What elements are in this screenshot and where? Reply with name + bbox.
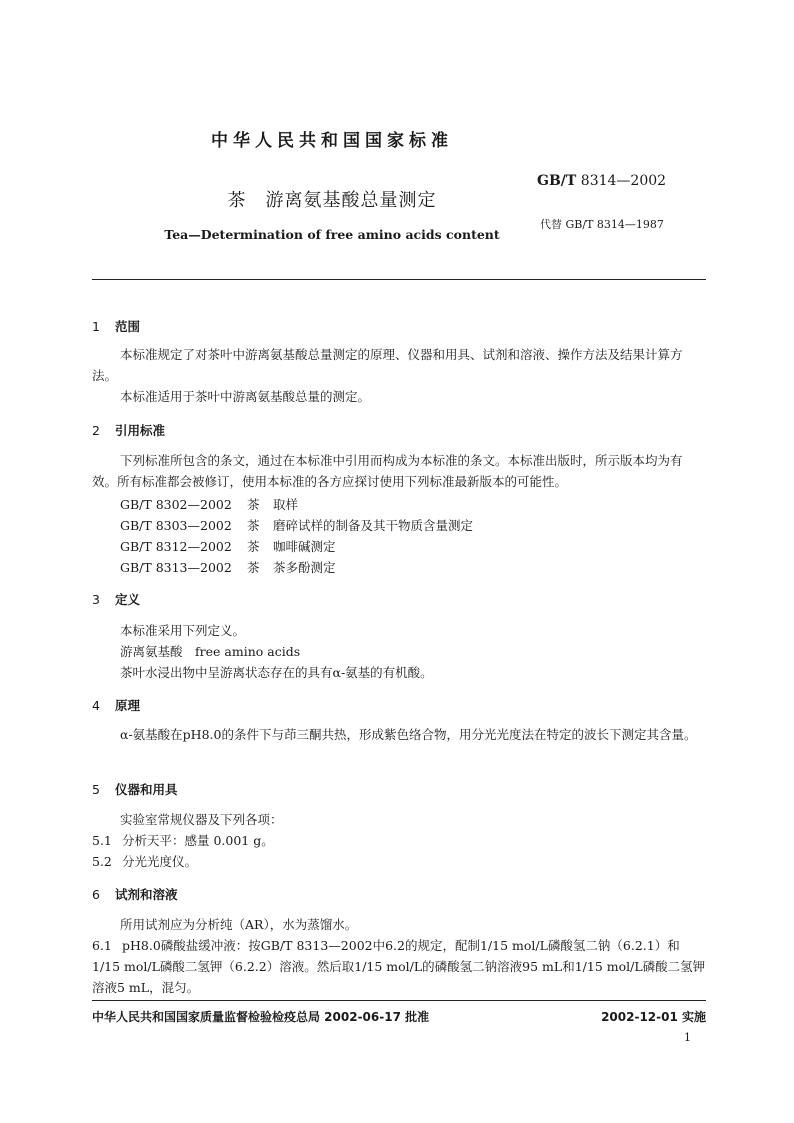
reference-name: 咖啡碱测定 <box>273 539 336 554</box>
section-4-title: 原理 <box>115 698 141 713</box>
clause-number: 5.2 <box>92 854 112 869</box>
definition-text: 茶叶水浸出物中呈游离状态存在的具有α-氨基的有机酸。 <box>120 665 433 680</box>
section-1-paragraph-1: 本标准规定了对茶叶中游离氨基酸总量测定的原理、仪器和用具、试剂和溶液、操作方法及结果计算方法。 <box>92 347 683 383</box>
section-1-paragraph-2: 本标准适用于茶叶中游离氨基酸总量的测定。 <box>120 389 371 404</box>
clause-text: pH8.0磷酸盐缓冲液：按GB/T 8313—2002中6.2的规定，配制1/15 mol/L磷酸氢二钠（6.2.1）和1/15 mol/L磷酸二氢钾（6.2.2）溶液。然后取1/15 mol/L的磷酸氢二钠溶液95 mL和1/15 mol/L磷酸二氢钾溶液5 mL，混匀。 <box>92 938 706 995</box>
section-3-paragraph-1: 本标准采用下列定义。 <box>120 623 246 638</box>
standard-code-prefix: GB/T <box>537 173 577 189</box>
section-2-paragraph-1: 下列标准所包含的条文，通过在本标准中引用而构成为本标准的条文。本标准出版时，所示版本均为有效。所有标准都会被修订，使用本标准的各方应探讨使用下列标准最新版本的可能性。 <box>92 453 683 489</box>
reference-item <box>120 558 336 576</box>
term-chinese: 游离氨基酸 <box>120 644 183 659</box>
section-5-number: 5 <box>92 782 100 797</box>
section-6-heading <box>92 885 178 903</box>
standard-code-number: 8314—2002 <box>580 173 667 189</box>
section-6-number: 6 <box>92 887 100 902</box>
page-number: 1 <box>684 1031 691 1044</box>
reference-code: GB/T 8303—2002 <box>120 518 232 533</box>
reference-name: 取样 <box>273 497 299 512</box>
reference-subject: 茶 <box>247 539 260 554</box>
clause-text: 分光光度仪。 <box>122 854 198 869</box>
section-1-heading <box>92 317 140 335</box>
reference-name: 磨碎试样的制备及其干物质含量测定 <box>273 518 474 533</box>
clause-6-1 <box>92 935 706 998</box>
header-divider <box>92 279 706 280</box>
reference-code: GB/T 8302—2002 <box>120 497 232 512</box>
footer-divider <box>92 1000 706 1001</box>
title-chinese: 茶 游离氨基酸总量测定 <box>227 190 437 211</box>
reference-name: 茶多酚测定 <box>273 560 336 575</box>
title-english: Tea—Determination of free amino acids content <box>164 227 500 242</box>
section-2-heading <box>92 421 165 439</box>
definition-term <box>120 642 300 660</box>
term-english: free amino acids <box>195 644 301 659</box>
clause-5-1 <box>92 831 274 849</box>
section-3-title: 定义 <box>115 592 141 607</box>
section-5-paragraph-1: 实验室常规仪器及下列各项： <box>120 812 283 827</box>
section-2-number: 2 <box>92 423 100 438</box>
reference-item <box>120 495 298 513</box>
section-1-number: 1 <box>92 319 100 334</box>
reference-subject: 茶 <box>247 518 260 533</box>
clause-text: 分析天平：感量 0.001 g。 <box>122 833 274 848</box>
reference-item <box>120 537 336 555</box>
section-5-heading <box>92 780 178 798</box>
effective-date: 2002-12-01 实施 <box>601 1010 706 1024</box>
section-4-paragraph-1: α-氨基酸在pH8.0的条件下与茚三酮共热，形成紫色络合物，用分光光度法在特定的波长下测定其含量。 <box>120 727 697 742</box>
replaces-standard: 代替 GB/T 8314—1987 <box>540 218 664 231</box>
section-6-title: 试剂和溶液 <box>115 887 178 902</box>
reference-subject: 茶 <box>247 497 260 512</box>
section-4-number: 4 <box>92 698 100 713</box>
clause-number: 5.1 <box>92 833 112 848</box>
approval-statement: 中华人民共和国国家质量监督检验检疫总局 2002-06-17 批准 <box>92 1010 430 1024</box>
section-3-number: 3 <box>92 592 100 607</box>
section-1-title: 范围 <box>115 319 141 334</box>
section-4-heading <box>92 696 140 714</box>
standard-organization: 中华人民共和国国家标准 <box>211 131 453 151</box>
section-2-title: 引用标准 <box>115 423 166 438</box>
section-5-title: 仪器和用具 <box>115 782 178 797</box>
reference-code: GB/T 8312—2002 <box>120 539 232 554</box>
section-6-paragraph-1: 所用试剂应为分析纯（AR），水为蒸馏水。 <box>120 917 358 932</box>
reference-item <box>120 516 473 534</box>
clause-number: 6.1 <box>92 938 112 953</box>
reference-subject: 茶 <box>247 560 260 575</box>
clause-5-2 <box>92 852 197 870</box>
reference-code: GB/T 8313—2002 <box>120 560 232 575</box>
section-3-heading <box>92 590 140 608</box>
